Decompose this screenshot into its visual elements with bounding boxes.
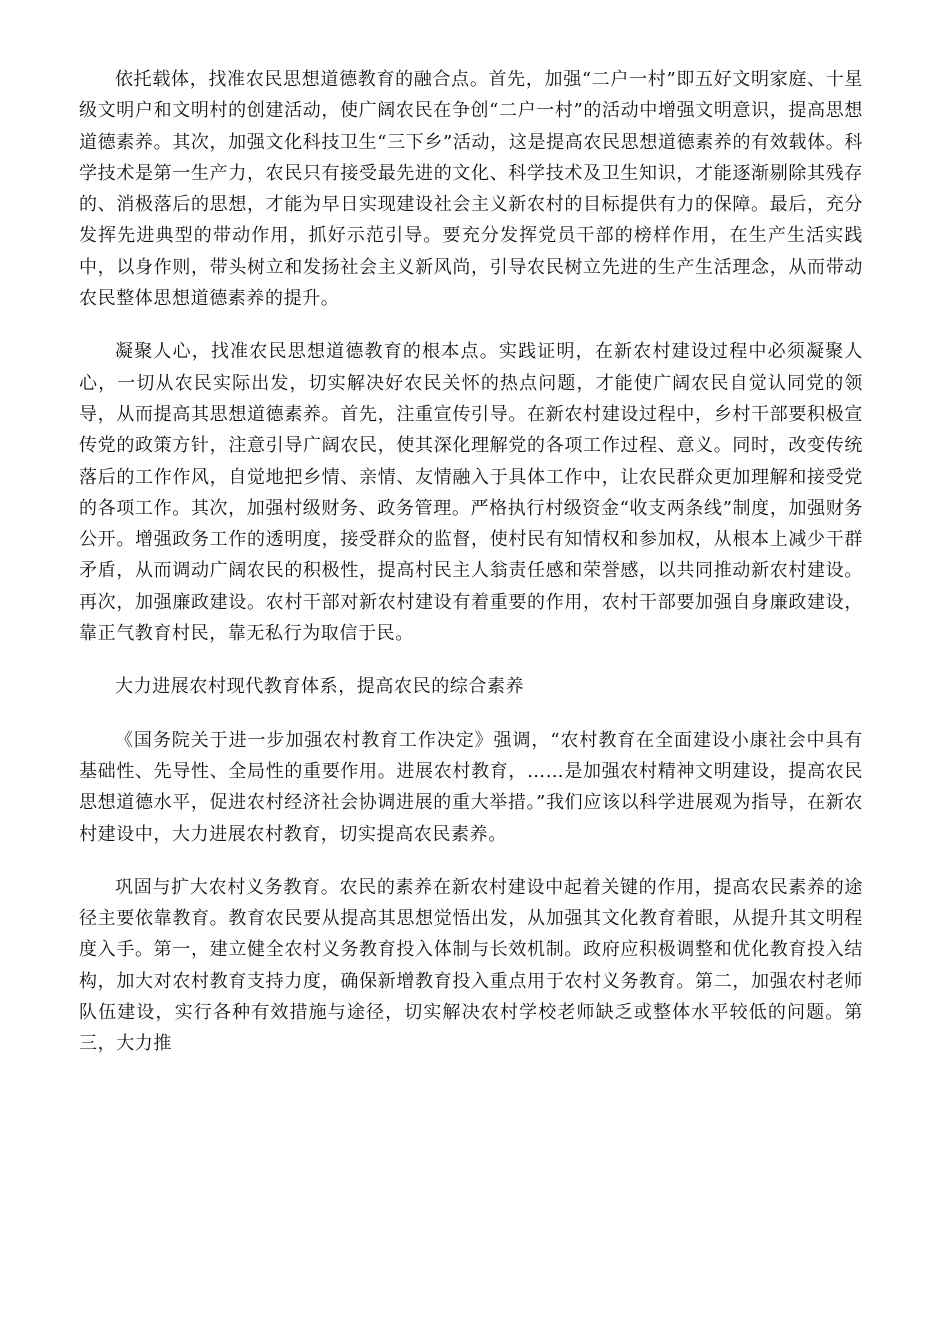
paragraph-cohesion: 凝聚人心，找准农民思想道德教育的根本点。实践证明，在新农村建设过程中必须凝聚人心，一切从农民实际出发，切实解决好农民关怀的热点问题，才能使广阔农民自觉认同党的领导，从而提高其思想道德素养。首先，注重宣传引导。在新农村建设过程中，乡村干部要积极宣传党的政策方针，注意引导广阔农民，使其深化理解党的各项工作过程、意义。同时，改变传统落后的工作作风，自觉地把乡情、亲情、友情融入于具体工作中，让农民群众更加理解和接受党的各项工作。其次，加强村级财务、政务管理。严格执行村级资金“收支两条线”制度，加强财务公开。增强政务工作的透明度，接受群众的监督，使村民有知情权和参加权，从根本上减少干群矛盾，从而调动广阔农民的积极性，提高村民主人翁责任感和荣誉感，以共同推动新农村建设。再次，加强廉政建设。农村干部对新农村建设有着重要的作用，农村干部要加强自身廉政建设，靠正气教育村民，靠无私行为取信于民。 — [79, 341, 863, 645]
paragraph-state-council-quote: 《国务院关于进一步加强农村教育工作决定》强调，“农村教育在全面建设小康社会中具有基础性、先导性、全局性的重要作用。进展农村教育，……是加强农村精神文明建设，提高农民思想道德水平，促进农村经济社会协调进展的重大举措。”我们应该以科学进展观为指导，在新农村建设中，大力进展农村教育，切实提高农民素养。 — [79, 729, 863, 845]
paragraph-carrier: 依托载体，找准农民思想道德教育的融合点。首先，加强“二户一村”即五好文明家庭、十星级文明户和文明村的创建活动，使广阔农民在争创“二户一村”的活动中增强文明意识，提高思想道德素养。其次，加强文化科技卫生“三下乡”活动，这是提高农民思想道德素养的有效载体。科学技术是第一生产力，农民只有接受最先进的文化、科学技术及卫生知识，才能逐渐剔除其残存的、消极落后的思想，才能为早日实现建设社会主义新农村的目标提供有力的保障。最后，充分发挥先进典型的带动作用，抓好示范引导。要充分发挥党员干部的榜样作用，在生产生活实践中，以身作则，带头树立和发扬社会主义新风尚，引导农民树立先进的生产生活理念，从而带动农民整体思想道德素养的提升。 — [79, 69, 863, 310]
paragraph-compulsory-education: 巩固与扩大农村义务教育。农民的素养在新农村建设中起着关键的作用，提高农民素养的途径主要依靠教育。教育农民要从提高其思想觉悟出发，从加强其文化教育着眼，从提升其文明程度入手。第一，建立健全农村义务教育投入体制与长效机制。政府应积极调整和优化教育投入结构，加大对农村教育支持力度，确保新增教育投入重点用于农村义务教育。第二，加强农村老师队伍建设，实行各种有效措施与途径，切实解决农村学校老师缺乏或整体水平较低的问题。第三，大力推 — [79, 876, 863, 1055]
document-page — [79, 64, 863, 1082]
section-heading: 大力进展农村现代教育体系，提高农民的综合素养 — [115, 676, 525, 698]
